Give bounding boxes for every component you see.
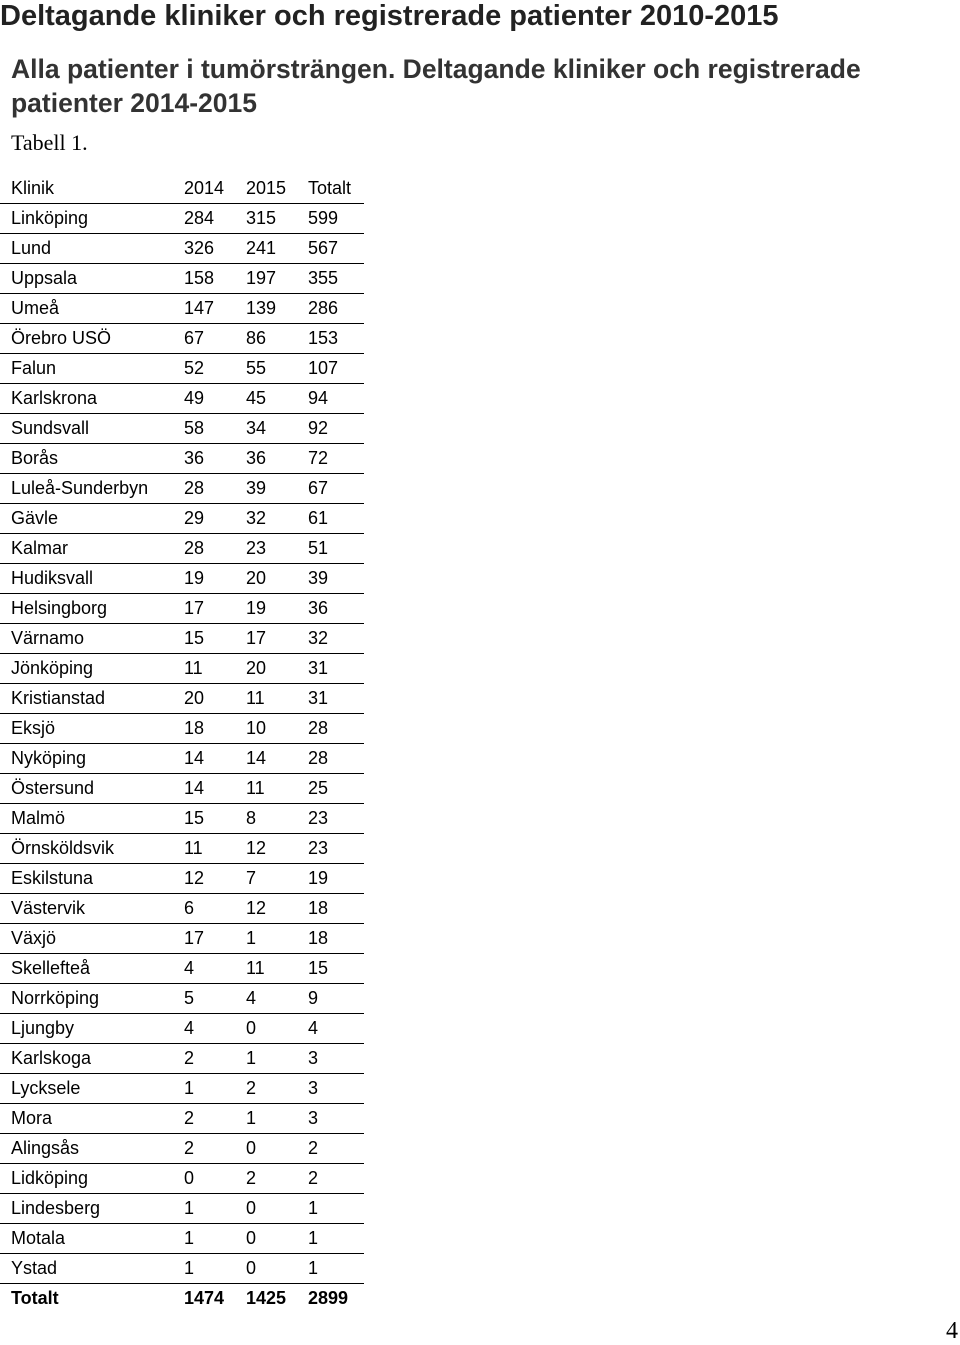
year-2015-cell: 17	[246, 624, 308, 654]
total-cell: 18	[308, 894, 364, 924]
year-2014-cell: 67	[184, 324, 246, 354]
table-row	[0, 1164, 364, 1194]
total-cell: 153	[308, 324, 364, 354]
total-cell: 1	[308, 1254, 364, 1284]
year-2014-cell: 58	[184, 414, 246, 444]
total-cell: 51	[308, 534, 364, 564]
clinic-name-cell: Uppsala	[0, 264, 184, 294]
table-row	[0, 234, 364, 264]
table-row	[0, 264, 364, 294]
total-cell: 32	[308, 624, 364, 654]
total-cell: 4	[308, 1014, 364, 1044]
table-row	[0, 1224, 364, 1254]
clinic-name-cell: Västervik	[0, 894, 184, 924]
table-row	[0, 504, 364, 534]
clinic-name-cell: Ystad	[0, 1254, 184, 1284]
year-2014-cell: 18	[184, 714, 246, 744]
table-row	[0, 204, 364, 234]
table-row	[0, 954, 364, 984]
header-cell-2015: 2015	[246, 174, 308, 204]
table-row	[0, 1104, 364, 1134]
total-cell: 19	[308, 864, 364, 894]
total-cell: 23	[308, 804, 364, 834]
total-clinic-name-cell: Totalt	[11, 1288, 59, 1308]
year-2014-cell: 11	[184, 654, 246, 684]
total-cell: 39	[308, 564, 364, 594]
year-2015-cell: 8	[246, 804, 308, 834]
year-2014-cell: 1	[184, 1224, 246, 1254]
table-row	[0, 384, 364, 414]
year-2015-cell: 19	[246, 594, 308, 624]
total-cell: 2	[308, 1164, 364, 1194]
table-row	[0, 534, 364, 564]
year-2015-cell: 86	[246, 324, 308, 354]
year-2014-cell: 28	[184, 534, 246, 564]
page-title: Deltagande kliniker och registrerade patienter 2010-2015	[0, 0, 779, 32]
year-2014-cell: 15	[184, 804, 246, 834]
clinic-name-cell: Jönköping	[0, 654, 184, 684]
total-cell: 3	[308, 1074, 364, 1104]
year-2015-cell: 1	[246, 1104, 308, 1134]
year-2015-cell: 139	[246, 294, 308, 324]
total-year-2014-cell: 1474	[184, 1288, 225, 1308]
total-cell: 107	[308, 354, 364, 384]
table-row	[0, 744, 364, 774]
table-row	[0, 324, 364, 354]
table-row	[0, 624, 364, 654]
table-row	[0, 354, 364, 384]
year-2014-cell: 17	[184, 594, 246, 624]
table-row	[0, 684, 364, 714]
clinic-name-cell: Ljungby	[0, 1014, 184, 1044]
clinic-name-cell: Örnsköldsvik	[0, 834, 184, 864]
year-2015-cell: 11	[246, 684, 308, 714]
table-row	[0, 294, 364, 324]
clinic-name-cell: Kristianstad	[0, 684, 184, 714]
year-2014-cell: 36	[184, 444, 246, 474]
clinic-name-cell: Hudiksvall	[0, 564, 184, 594]
year-2015-cell: 1	[246, 1044, 308, 1074]
clinic-name-cell: Lund	[0, 234, 184, 264]
table-row	[0, 924, 364, 954]
total-cell: 94	[308, 384, 364, 414]
year-2015-cell: 241	[246, 234, 308, 264]
total-cell: 3	[308, 1044, 364, 1074]
year-2015-cell: 14	[246, 744, 308, 774]
table-row	[0, 804, 364, 834]
total-year-2015-cell: 1425	[246, 1288, 287, 1308]
year-2015-cell: 0	[246, 1194, 308, 1224]
clinic-name-cell: Sundsvall	[0, 414, 184, 444]
table-row	[0, 594, 364, 624]
table-row	[0, 474, 364, 504]
year-2015-cell: 2	[246, 1074, 308, 1104]
clinic-name-cell: Lycksele	[0, 1074, 184, 1104]
year-2015-cell: 2	[246, 1164, 308, 1194]
total-cell: 28	[308, 714, 364, 744]
total-cell: 28	[308, 744, 364, 774]
clinic-name-cell: Skellefteå	[0, 954, 184, 984]
total-cell: 3	[308, 1104, 364, 1134]
year-2014-cell: 17	[184, 924, 246, 954]
table-header-row	[0, 174, 364, 204]
clinic-name-cell: Kalmar	[0, 534, 184, 564]
year-2015-cell: 20	[246, 654, 308, 684]
header-cell-klinik: Klinik	[0, 174, 184, 204]
total-cell: 23	[308, 834, 364, 864]
clinic-name-cell: Karlskrona	[0, 384, 184, 414]
year-2014-cell: 2	[184, 1134, 246, 1164]
year-2014-cell: 12	[184, 864, 246, 894]
header-cell-totalt: Totalt	[308, 174, 364, 204]
clinic-name-cell: Nyköping	[0, 744, 184, 774]
year-2014-cell: 4	[184, 1014, 246, 1044]
clinic-name-cell: Malmö	[0, 804, 184, 834]
clinic-name-cell: Borås	[0, 444, 184, 474]
table-row	[0, 654, 364, 684]
table-row	[0, 1134, 364, 1164]
clinic-name-cell: Falun	[0, 354, 184, 384]
clinic-name-cell: Helsingborg	[0, 594, 184, 624]
year-2015-cell: 23	[246, 534, 308, 564]
total-cell: 36	[308, 594, 364, 624]
clinic-name-cell: Lidköping	[0, 1164, 184, 1194]
year-2015-cell: 11	[246, 774, 308, 804]
year-2015-cell: 10	[246, 714, 308, 744]
clinic-name-cell: Umeå	[0, 294, 184, 324]
clinic-name-cell: Värnamo	[0, 624, 184, 654]
clinic-name-cell: Motala	[0, 1224, 184, 1254]
year-2015-cell: 12	[246, 834, 308, 864]
year-2015-cell: 0	[246, 1014, 308, 1044]
year-2015-cell: 0	[246, 1134, 308, 1164]
year-2015-cell: 0	[246, 1224, 308, 1254]
table-row	[0, 1254, 364, 1284]
total-cell: 2	[308, 1134, 364, 1164]
total-cell: 286	[308, 294, 364, 324]
year-2015-cell: 32	[246, 504, 308, 534]
year-2014-cell: 1	[184, 1074, 246, 1104]
year-2014-cell: 1	[184, 1254, 246, 1284]
year-2014-cell: 49	[184, 384, 246, 414]
total-cell: 92	[308, 414, 364, 444]
year-2014-cell: 52	[184, 354, 246, 384]
year-2014-cell: 284	[184, 204, 246, 234]
year-2014-cell: 0	[184, 1164, 246, 1194]
clinic-name-cell: Norrköping	[0, 984, 184, 1014]
table-row	[0, 414, 364, 444]
total-cell: 599	[308, 204, 364, 234]
clinic-patients-table	[0, 174, 364, 1313]
total-cell: 25	[308, 774, 364, 804]
year-2015-cell: 20	[246, 564, 308, 594]
table-row	[0, 1044, 364, 1074]
year-2014-cell: 2	[184, 1104, 246, 1134]
page-number: 4	[946, 1318, 958, 1344]
table-row	[0, 1074, 364, 1104]
year-2015-cell: 45	[246, 384, 308, 414]
table-caption: Tabell 1.	[11, 130, 88, 155]
clinic-name-cell: Lindesberg	[0, 1194, 184, 1224]
year-2015-cell: 39	[246, 474, 308, 504]
total-cell: 61	[308, 504, 364, 534]
table-row	[0, 714, 364, 744]
year-2014-cell: 19	[184, 564, 246, 594]
clinic-name-cell: Örebro USÖ	[0, 324, 184, 354]
table-row	[0, 1194, 364, 1224]
total-cell: 72	[308, 444, 364, 474]
year-2014-cell: 2	[184, 1044, 246, 1074]
clinic-name-cell: Eksjö	[0, 714, 184, 744]
year-2015-cell: 55	[246, 354, 308, 384]
total-cell: 355	[308, 264, 364, 294]
year-2014-cell: 158	[184, 264, 246, 294]
clinic-name-cell: Eskilstuna	[0, 864, 184, 894]
table-total-row	[0, 1284, 364, 1314]
year-2014-cell: 20	[184, 684, 246, 714]
year-2015-cell: 1	[246, 924, 308, 954]
year-2014-cell: 4	[184, 954, 246, 984]
year-2015-cell: 7	[246, 864, 308, 894]
year-2015-cell: 4	[246, 984, 308, 1014]
year-2015-cell: 315	[246, 204, 308, 234]
table-row	[0, 894, 364, 924]
year-2015-cell: 11	[246, 954, 308, 984]
year-2014-cell: 6	[184, 894, 246, 924]
clinic-name-cell: Luleå-Sunderbyn	[0, 474, 184, 504]
total-cell: 18	[308, 924, 364, 954]
table-row	[0, 444, 364, 474]
clinic-name-cell: Mora	[0, 1104, 184, 1134]
clinic-name-cell: Gävle	[0, 504, 184, 534]
total-cell: 31	[308, 684, 364, 714]
clinic-name-cell: Växjö	[0, 924, 184, 954]
year-2014-cell: 29	[184, 504, 246, 534]
table-row	[0, 984, 364, 1014]
total-total-cell: 2899	[308, 1288, 349, 1308]
year-2014-cell: 15	[184, 624, 246, 654]
year-2014-cell: 1	[184, 1194, 246, 1224]
table-row	[0, 774, 364, 804]
year-2015-cell: 36	[246, 444, 308, 474]
year-2014-cell: 5	[184, 984, 246, 1014]
total-cell: 15	[308, 954, 364, 984]
total-cell: 567	[308, 234, 364, 264]
table-row	[0, 834, 364, 864]
year-2014-cell: 14	[184, 774, 246, 804]
clinic-name-cell: Östersund	[0, 774, 184, 804]
total-cell: 67	[308, 474, 364, 504]
year-2015-cell: 0	[246, 1254, 308, 1284]
clinic-name-cell: Alingsås	[0, 1134, 184, 1164]
table-row	[0, 864, 364, 894]
year-2014-cell: 326	[184, 234, 246, 264]
year-2014-cell: 14	[184, 744, 246, 774]
total-cell: 1	[308, 1194, 364, 1224]
year-2014-cell: 11	[184, 834, 246, 864]
table-row	[0, 564, 364, 594]
total-cell: 1	[308, 1224, 364, 1254]
year-2015-cell: 12	[246, 894, 308, 924]
year-2015-cell: 197	[246, 264, 308, 294]
header-cell-2014: 2014	[184, 174, 246, 204]
table-body	[0, 204, 364, 1314]
total-cell: 31	[308, 654, 364, 684]
clinic-name-cell: Karlskoga	[0, 1044, 184, 1074]
clinic-name-cell: Linköping	[0, 204, 184, 234]
year-2014-cell: 147	[184, 294, 246, 324]
page-subtitle: Alla patienter i tumörsträngen. Deltagande kliniker och registrerade patienter 2014-2015	[11, 54, 861, 118]
table-row	[0, 1014, 364, 1044]
year-2014-cell: 28	[184, 474, 246, 504]
year-2015-cell: 34	[246, 414, 308, 444]
total-cell: 9	[308, 984, 364, 1014]
